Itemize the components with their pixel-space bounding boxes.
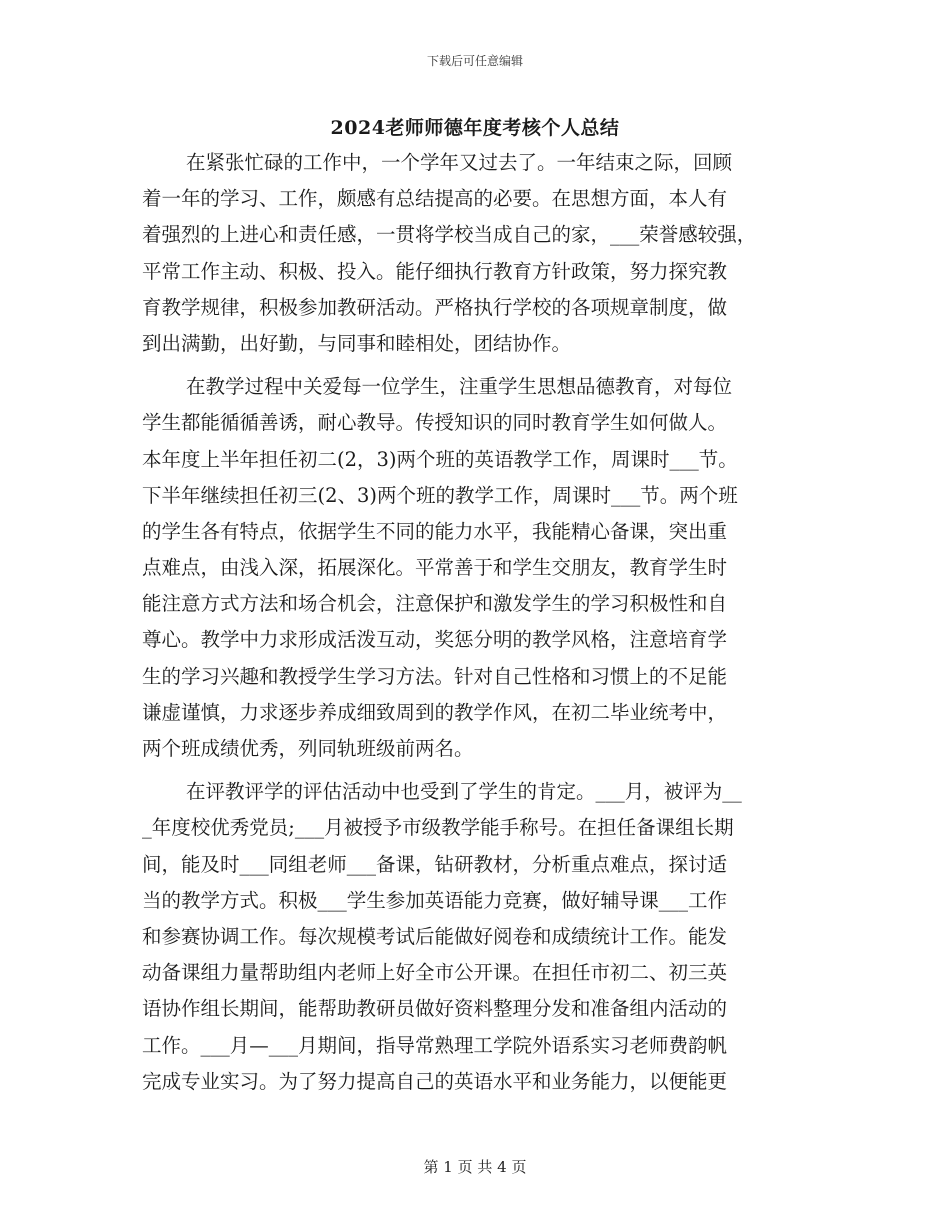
paragraph-2-line-4: 下半年继续担任初三(2、3)两个班的教学工作，周课时___节。两个班 [142, 483, 738, 507]
paragraph-2-line-7: 能注意方式方法和场合机会，注意保护和激发学生的学习积极性和自 [142, 592, 728, 616]
paragraph-3-line-5: 和参赛协调工作。每次规模考试后能做好阅卷和成绩统计工作。能发 [142, 924, 728, 948]
paragraph-3-line-7: 语协作组长期间，能帮助教研员做好资料整理分发和准备组内活动的 [142, 997, 728, 1021]
paragraph-2-line-8: 尊心。教学中力求形成活泼互动，奖惩分明的教学风格，注意培育学 [142, 628, 728, 652]
document-body [142, 145, 822, 1100]
paragraph-3-line-6: 动备课组力量帮助组内老师上好全市公开课。在担任市初二、初三英 [142, 961, 728, 985]
paragraph-1-line-1: 在紧张忙碌的工作中，一个学年又过去了。一年结束之际，回顾 [186, 151, 733, 174]
paragraph-3-line-2: _年度校优秀党员;___月被授予市级教学能手称号。在担任备课组长期 [142, 816, 734, 840]
paragraph-2-line-3: 本年度上半年担任初二(2，3)两个班的英语教学工作，周课时___节。 [142, 447, 738, 471]
page-number-footer: 第 1 页 共 4 页 [423, 1158, 527, 1176]
paragraph-3-line-4: 当的教学方式。积极___学生参加英语能力竞赛，做好辅导课___工作 [142, 888, 728, 912]
paragraph-2-line-11: 两个班成绩优秀，列同轨班级前两名。 [142, 737, 474, 760]
paragraph-2-line-6: 点难点，由浅入深，拓展深化。平常善于和学生交朋友，教育学生时 [142, 556, 728, 580]
paragraph-1-line-2: 着一年的学习、工作，颇感有总结提高的必要。在思想方面，本人有 [142, 187, 728, 211]
paragraph-2-line-10: 谦虚谨慎，力求逐步养成细致周到的教学作风，在初二毕业统考中， [142, 700, 728, 724]
header-note: 下载后可任意编辑 [426, 54, 523, 68]
paragraph-1-line-4: 平常工作主动、积极、投入。能仔细执行教育方针政策，努力探究教 [142, 259, 728, 283]
paragraph-2-line-9: 生的学习兴趣和教授学生学习方法。针对自己性格和习惯上的不足能 [142, 664, 728, 688]
paragraph-1-line-3: 着强烈的上进心和责任感，一贯将学校当成自己的家，___荣誉感较强， [142, 223, 757, 247]
paragraph-2-line-2: 学生都能循循善诱，耐心教导。传授知识的同时教育学生如何做人。 [142, 411, 728, 435]
paragraph-2-line-1: 在教学过程中关爱每一位学生，注重学生思想品德教育，对每位 [186, 375, 733, 399]
paragraph-3-line-8: 工作。___月—___月期间，指导常熟理工学院外语系实习老师费韵帆 [142, 1033, 728, 1057]
paragraph-2-line-5: 的学生各有特点，依据学生不同的能力水平，我能精心备课，突出重 [142, 519, 728, 543]
document-title: 2024老师师德年度考核个人总结 [330, 117, 620, 139]
paragraph-1-line-6: 到出满勤，出好勤，与同事和睦相处，团结协作。 [142, 331, 572, 355]
paragraph-1-line-5: 育教学规律，积极参加教研活动。严格执行学校的各项规章制度，做 [142, 295, 728, 319]
paragraph-3-line-9: 完成专业实习。为了努力提高自己的英语水平和业务能力，以便能更 [142, 1069, 728, 1093]
paragraph-3-line-1: 在评教评学的评估活动中也受到了学生的肯定。___月，被评为__ [186, 780, 742, 804]
paragraph-3-line-3: 间，能及时___同组老师___备课，钻研教材，分析重点难点，探讨适 [142, 852, 728, 876]
